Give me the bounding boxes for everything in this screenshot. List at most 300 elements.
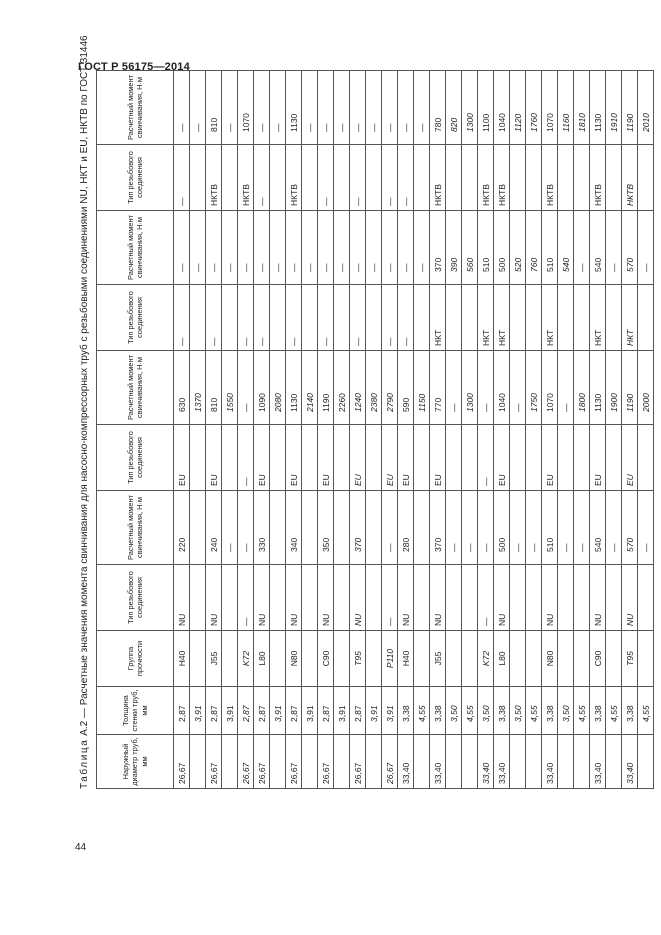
table-cell: 33,40 bbox=[398, 735, 414, 789]
table-cell: NU bbox=[494, 565, 510, 631]
table-cell: — bbox=[478, 565, 494, 631]
table-cell: — bbox=[302, 211, 318, 285]
table-row bbox=[414, 71, 430, 789]
table-cell: 1190 bbox=[318, 351, 334, 425]
table-cell: 26,67 bbox=[286, 735, 302, 789]
table-cell: NU bbox=[398, 565, 414, 631]
table-row bbox=[366, 71, 382, 789]
table-cell: — bbox=[238, 285, 254, 351]
table-cell bbox=[270, 145, 286, 211]
table-cell: EU bbox=[254, 425, 270, 491]
table-cell: НКТВ bbox=[622, 145, 638, 211]
table-row bbox=[542, 71, 558, 789]
table-cell: — bbox=[174, 145, 190, 211]
table-cell bbox=[638, 631, 654, 687]
table-cell bbox=[526, 565, 542, 631]
table-cell bbox=[462, 285, 478, 351]
table-cell: — bbox=[286, 285, 302, 351]
table-cell: 1150 bbox=[414, 351, 430, 425]
table-cell bbox=[270, 425, 286, 491]
table-cell bbox=[510, 145, 526, 211]
table-row bbox=[478, 71, 494, 789]
table-cell bbox=[414, 145, 430, 211]
table-cell: — bbox=[350, 285, 366, 351]
table-cell: — bbox=[350, 71, 366, 145]
table-cell: NU bbox=[430, 565, 446, 631]
table-cell: — bbox=[206, 285, 222, 351]
table-cell: EU bbox=[174, 425, 190, 491]
table-cell: 3,91 bbox=[334, 687, 350, 735]
table-cell: 3,38 bbox=[430, 687, 446, 735]
table-cell: 26,67 bbox=[382, 735, 398, 789]
table-cell: — bbox=[558, 491, 574, 565]
table-cell: K72 bbox=[238, 631, 254, 687]
table-cell: 1040 bbox=[494, 71, 510, 145]
table-cell bbox=[526, 631, 542, 687]
table-cell: 26,67 bbox=[254, 735, 270, 789]
table-cell: — bbox=[254, 145, 270, 211]
table-cell: 2,87 bbox=[318, 687, 334, 735]
table-cell: T95 bbox=[350, 631, 366, 687]
table-caption-label: Таблица bbox=[79, 738, 90, 789]
table-cell bbox=[574, 631, 590, 687]
table-cell: — bbox=[318, 145, 334, 211]
table-cell: — bbox=[334, 211, 350, 285]
table-cell bbox=[222, 425, 238, 491]
table-cell: 4,55 bbox=[526, 687, 542, 735]
table-cell: НКТВ bbox=[494, 145, 510, 211]
table-cell: EU bbox=[286, 425, 302, 491]
table-cell bbox=[222, 565, 238, 631]
table-cell: — bbox=[174, 71, 190, 145]
table-cell bbox=[558, 145, 574, 211]
table-row bbox=[254, 71, 270, 789]
table-cell: — bbox=[558, 351, 574, 425]
table-row bbox=[382, 71, 398, 789]
table-cell bbox=[270, 631, 286, 687]
table-cell: 770 bbox=[430, 351, 446, 425]
table-cell: — bbox=[190, 71, 206, 145]
header-cell: Расчетный момент свинчивания, Н·м bbox=[97, 211, 174, 285]
table-cell bbox=[446, 425, 462, 491]
table-body bbox=[174, 71, 654, 789]
torque-table bbox=[96, 70, 654, 789]
table-cell: — bbox=[350, 145, 366, 211]
table-cell: EU bbox=[382, 425, 398, 491]
table-cell bbox=[446, 565, 462, 631]
table-cell: K72 bbox=[478, 631, 494, 687]
table-row bbox=[510, 71, 526, 789]
table-cell: 1070 bbox=[542, 71, 558, 145]
table-cell: НКТВ bbox=[430, 145, 446, 211]
table-cell bbox=[222, 735, 238, 789]
table-cell bbox=[334, 565, 350, 631]
document-header: ГОСТ Р 56175—2014 bbox=[78, 61, 190, 73]
table-cell: — bbox=[414, 211, 430, 285]
table-cell: 1040 bbox=[494, 351, 510, 425]
table-cell: — bbox=[382, 491, 398, 565]
table-cell bbox=[302, 491, 318, 565]
table-cell: — bbox=[222, 491, 238, 565]
table-cell: 1550 bbox=[222, 351, 238, 425]
table-cell: — bbox=[254, 211, 270, 285]
table-cell: EU bbox=[494, 425, 510, 491]
table-cell: 1190 bbox=[622, 71, 638, 145]
table-cell: N80 bbox=[286, 631, 302, 687]
table-cell: 33,40 bbox=[542, 735, 558, 789]
table-cell: NU bbox=[542, 565, 558, 631]
table-cell: C90 bbox=[318, 631, 334, 687]
table-cell bbox=[366, 631, 382, 687]
table-caption-text: А.2 — Расчетные значения момента свинчивания для насосно-компрессорных труб с резьбовыми соединениями NU, НКТ и EU, НКТВ по ГОСТ 31446 bbox=[79, 35, 90, 736]
table-cell bbox=[270, 565, 286, 631]
table-cell: — bbox=[414, 71, 430, 145]
header-cell: Тип резьбового соединения bbox=[97, 285, 174, 351]
table-cell: НКТ bbox=[590, 285, 606, 351]
table-cell: НКТ bbox=[494, 285, 510, 351]
table-row bbox=[350, 71, 366, 789]
header-cell: Тип резьбового соединения bbox=[97, 565, 174, 631]
table-cell bbox=[606, 425, 622, 491]
table-cell: — bbox=[254, 71, 270, 145]
table-cell: EU bbox=[350, 425, 366, 491]
table-cell: 33,40 bbox=[494, 735, 510, 789]
table-cell: 3,38 bbox=[494, 687, 510, 735]
table-cell: EU bbox=[398, 425, 414, 491]
table-row bbox=[222, 71, 238, 789]
table-cell bbox=[366, 565, 382, 631]
table-cell: 3,91 bbox=[382, 687, 398, 735]
table-cell: T95 bbox=[622, 631, 638, 687]
table-cell: NU bbox=[590, 565, 606, 631]
table-cell: 2080 bbox=[270, 351, 286, 425]
table-cell bbox=[574, 285, 590, 351]
table-cell: — bbox=[462, 491, 478, 565]
table-cell bbox=[302, 145, 318, 211]
table-cell bbox=[190, 285, 206, 351]
table-cell bbox=[190, 565, 206, 631]
table-cell: 1800 bbox=[574, 351, 590, 425]
table-row bbox=[286, 71, 302, 789]
table-cell: НКТВ bbox=[238, 145, 254, 211]
table-cell: 1160 bbox=[558, 71, 574, 145]
table-cell: NU bbox=[318, 565, 334, 631]
table-cell bbox=[414, 425, 430, 491]
table-cell: 3,91 bbox=[270, 687, 286, 735]
table-cell bbox=[270, 285, 286, 351]
table-cell bbox=[526, 285, 542, 351]
table-cell: — bbox=[478, 491, 494, 565]
table-cell: — bbox=[222, 211, 238, 285]
table-cell: 1240 bbox=[350, 351, 366, 425]
table-cell: — bbox=[238, 211, 254, 285]
table-cell bbox=[334, 145, 350, 211]
table-row bbox=[238, 71, 254, 789]
table-cell: 1750 bbox=[526, 351, 542, 425]
table-cell bbox=[302, 631, 318, 687]
table-row bbox=[190, 71, 206, 789]
table-cell bbox=[510, 425, 526, 491]
table-cell bbox=[574, 145, 590, 211]
table-cell: 280 bbox=[398, 491, 414, 565]
table-cell bbox=[334, 491, 350, 565]
table-cell: НКТ bbox=[542, 285, 558, 351]
table-cell: 560 bbox=[462, 211, 478, 285]
table-cell: 1910 bbox=[606, 71, 622, 145]
table-cell: 26,67 bbox=[206, 735, 222, 789]
table-cell: NU bbox=[622, 565, 638, 631]
header-cell: Расчетный момент свинчивания, Н·м bbox=[97, 71, 174, 145]
table-cell: — bbox=[574, 211, 590, 285]
table-cell: 810 bbox=[206, 71, 222, 145]
table-cell bbox=[462, 631, 478, 687]
table-row bbox=[398, 71, 414, 789]
header-cell: Тип резьбового соединения bbox=[97, 425, 174, 491]
table-cell bbox=[334, 285, 350, 351]
table-cell: — bbox=[254, 285, 270, 351]
table-cell: 3,50 bbox=[446, 687, 462, 735]
table-cell bbox=[574, 425, 590, 491]
table-cell: 1130 bbox=[590, 351, 606, 425]
table-cell bbox=[366, 491, 382, 565]
table-cell: 350 bbox=[318, 491, 334, 565]
table-cell: H40 bbox=[174, 631, 190, 687]
table-cell: НКТВ bbox=[286, 145, 302, 211]
table-cell: 1900 bbox=[606, 351, 622, 425]
table-cell bbox=[510, 565, 526, 631]
table-cell bbox=[414, 491, 430, 565]
table-cell: 570 bbox=[622, 211, 638, 285]
table-cell bbox=[334, 735, 350, 789]
table-cell: — bbox=[318, 71, 334, 145]
table-cell: 540 bbox=[558, 211, 574, 285]
table-cell: C90 bbox=[590, 631, 606, 687]
table-row bbox=[526, 71, 542, 789]
table-cell: 4,55 bbox=[462, 687, 478, 735]
table-cell: 540 bbox=[590, 211, 606, 285]
table-cell: L80 bbox=[254, 631, 270, 687]
table-row bbox=[574, 71, 590, 789]
table-cell: — bbox=[382, 211, 398, 285]
table-cell: EU bbox=[590, 425, 606, 491]
table-cell: J55 bbox=[206, 631, 222, 687]
table-cell: 2380 bbox=[366, 351, 382, 425]
table-row bbox=[206, 71, 222, 789]
table-cell: — bbox=[350, 211, 366, 285]
table-cell: 570 bbox=[622, 491, 638, 565]
table-cell: НКТ bbox=[430, 285, 446, 351]
table-cell: N80 bbox=[542, 631, 558, 687]
table-cell: 540 bbox=[590, 491, 606, 565]
table-cell: 3,91 bbox=[302, 687, 318, 735]
table-cell: — bbox=[638, 491, 654, 565]
table-cell: — bbox=[382, 71, 398, 145]
header-cell: Толщина стенки труб, мм bbox=[97, 687, 174, 735]
table-cell: 1100 bbox=[478, 71, 494, 145]
table-cell: 26,67 bbox=[174, 735, 190, 789]
table-cell bbox=[366, 735, 382, 789]
table-cell bbox=[638, 425, 654, 491]
table-cell bbox=[414, 735, 430, 789]
table-cell bbox=[558, 565, 574, 631]
table-cell: 370 bbox=[430, 211, 446, 285]
header-cell: Наружный диаметр труб, мм bbox=[97, 735, 174, 789]
table-cell: 590 bbox=[398, 351, 414, 425]
table-cell: 370 bbox=[350, 491, 366, 565]
table-cell: 1370 bbox=[190, 351, 206, 425]
table-cell bbox=[558, 735, 574, 789]
table-row bbox=[606, 71, 622, 789]
table-cell: 2,87 bbox=[206, 687, 222, 735]
table-cell: 1190 bbox=[622, 351, 638, 425]
table-cell: — bbox=[382, 565, 398, 631]
table-row bbox=[494, 71, 510, 789]
table-cell: — bbox=[446, 491, 462, 565]
table-cell: — bbox=[382, 285, 398, 351]
table-cell: — bbox=[206, 211, 222, 285]
header-cell: Тип резьбового соединения bbox=[97, 145, 174, 211]
table-cell: — bbox=[366, 71, 382, 145]
table-cell bbox=[414, 285, 430, 351]
table-cell: 33,40 bbox=[430, 735, 446, 789]
table-row bbox=[638, 71, 654, 789]
table-cell: 4,55 bbox=[574, 687, 590, 735]
table-cell: 1130 bbox=[286, 71, 302, 145]
table-cell: 1120 bbox=[510, 71, 526, 145]
table-cell: H40 bbox=[398, 631, 414, 687]
table-cell bbox=[526, 145, 542, 211]
table-cell: 1130 bbox=[590, 71, 606, 145]
table-cell bbox=[190, 145, 206, 211]
table-cell: EU bbox=[318, 425, 334, 491]
table-cell: — bbox=[222, 71, 238, 145]
table-cell bbox=[638, 735, 654, 789]
table-cell: — bbox=[398, 145, 414, 211]
table-header-row bbox=[97, 71, 174, 789]
table-cell: 510 bbox=[542, 491, 558, 565]
table-cell: НКТВ bbox=[478, 145, 494, 211]
table-cell bbox=[366, 425, 382, 491]
table-cell bbox=[574, 565, 590, 631]
table-cell: 1090 bbox=[254, 351, 270, 425]
table-cell: 4,55 bbox=[414, 687, 430, 735]
table-cell: 2140 bbox=[302, 351, 318, 425]
table-row bbox=[174, 71, 190, 789]
table-cell: 4,55 bbox=[606, 687, 622, 735]
table-cell: NU bbox=[350, 565, 366, 631]
table-cell: — bbox=[318, 285, 334, 351]
table-cell: — bbox=[190, 211, 206, 285]
table-cell: 3,50 bbox=[478, 687, 494, 735]
table-cell: — bbox=[510, 351, 526, 425]
table-cell bbox=[462, 565, 478, 631]
table-cell bbox=[302, 425, 318, 491]
table-cell: — bbox=[478, 425, 494, 491]
table-cell bbox=[638, 145, 654, 211]
table-cell: — bbox=[526, 491, 542, 565]
table-cell: NU bbox=[206, 565, 222, 631]
table-cell bbox=[190, 491, 206, 565]
table-cell: EU bbox=[542, 425, 558, 491]
header-cell: Расчетный момент свинчивания, Н·м bbox=[97, 491, 174, 565]
table-cell: НКТВ bbox=[590, 145, 606, 211]
table-cell: — bbox=[174, 285, 190, 351]
table-row bbox=[462, 71, 478, 789]
table-cell: 1070 bbox=[238, 71, 254, 145]
table-cell: 760 bbox=[526, 211, 542, 285]
table-cell: 780 bbox=[430, 71, 446, 145]
table-cell bbox=[190, 425, 206, 491]
table-cell bbox=[222, 285, 238, 351]
table-row bbox=[622, 71, 638, 789]
header-cell: Расчетный момент свинчивания, Н·м bbox=[97, 351, 174, 425]
table-row bbox=[302, 71, 318, 789]
table-row bbox=[334, 71, 350, 789]
table-cell: 1130 bbox=[286, 351, 302, 425]
table-cell bbox=[558, 285, 574, 351]
table-cell: 4,55 bbox=[638, 687, 654, 735]
table-cell: 2260 bbox=[334, 351, 350, 425]
table-cell: 500 bbox=[494, 211, 510, 285]
table-cell bbox=[302, 565, 318, 631]
table-cell bbox=[302, 735, 318, 789]
table-cell: — bbox=[398, 71, 414, 145]
table-cell bbox=[222, 631, 238, 687]
table-cell: — bbox=[574, 491, 590, 565]
table-cell: — bbox=[510, 491, 526, 565]
table-cell: — bbox=[174, 211, 190, 285]
table-cell bbox=[606, 145, 622, 211]
table-cell bbox=[462, 425, 478, 491]
table-cell: — bbox=[270, 211, 286, 285]
table-cell: 510 bbox=[478, 211, 494, 285]
table-cell bbox=[462, 145, 478, 211]
table-cell: — bbox=[638, 211, 654, 285]
table-cell: 1070 bbox=[542, 351, 558, 425]
table-cell: 2,87 bbox=[286, 687, 302, 735]
table-cell bbox=[574, 735, 590, 789]
table-cell bbox=[334, 425, 350, 491]
table-cell: 340 bbox=[286, 491, 302, 565]
table-row bbox=[558, 71, 574, 789]
table-cell: 1300 bbox=[462, 71, 478, 145]
table-cell: 26,67 bbox=[238, 735, 254, 789]
table-cell: J55 bbox=[430, 631, 446, 687]
table-cell: 2790 bbox=[382, 351, 398, 425]
table-cell bbox=[526, 425, 542, 491]
table-cell: — bbox=[238, 565, 254, 631]
table-cell bbox=[446, 735, 462, 789]
table-cell: 3,38 bbox=[542, 687, 558, 735]
table-cell: 3,38 bbox=[398, 687, 414, 735]
table-cell: НКТ bbox=[478, 285, 494, 351]
table-cell: — bbox=[238, 351, 254, 425]
table-cell bbox=[638, 285, 654, 351]
table-cell: НКТВ bbox=[542, 145, 558, 211]
table-cell bbox=[510, 285, 526, 351]
table-cell: — bbox=[302, 71, 318, 145]
table-cell: — bbox=[606, 211, 622, 285]
table-cell bbox=[446, 285, 462, 351]
table-cell bbox=[526, 735, 542, 789]
table-cell: 33,40 bbox=[590, 735, 606, 789]
table-row bbox=[590, 71, 606, 789]
table-cell bbox=[462, 735, 478, 789]
table-cell: — bbox=[382, 145, 398, 211]
table-cell: — bbox=[286, 211, 302, 285]
table-cell: 520 bbox=[510, 211, 526, 285]
table-cell: 330 bbox=[254, 491, 270, 565]
